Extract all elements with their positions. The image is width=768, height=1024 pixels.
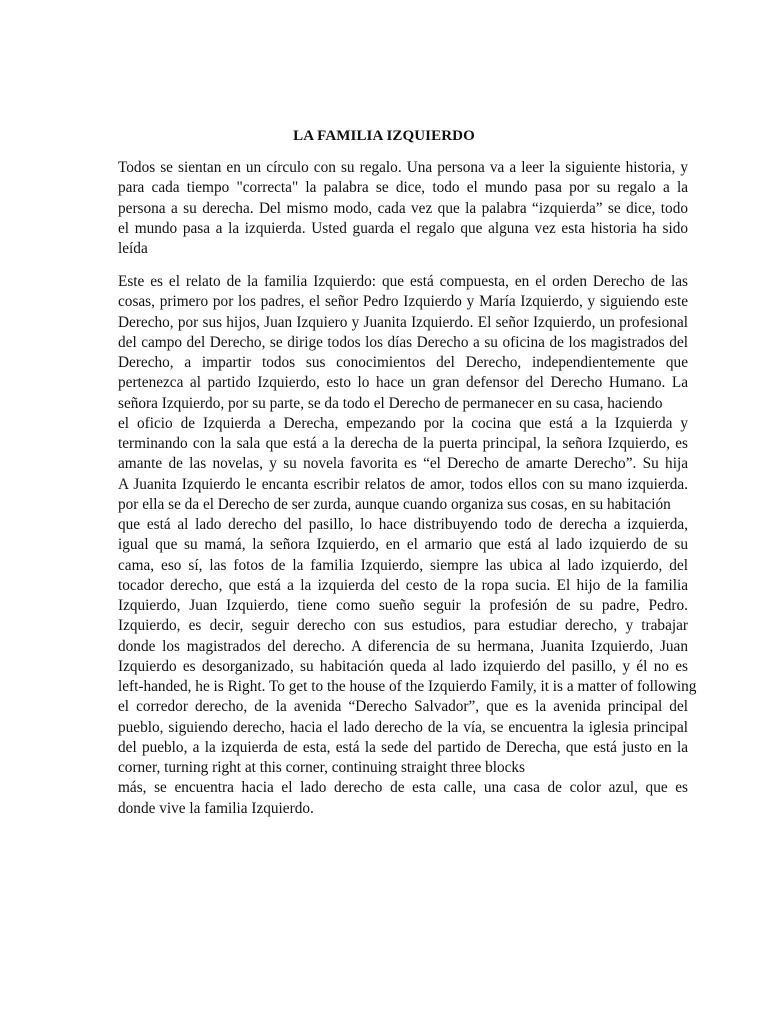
text-line: el mundo pasa a la izquierda. Usted guarda el regalo que alguna vez esta historia ha sido [118,219,688,237]
intro-paragraph [118,158,688,259]
text-line: para cada tiempo "correcta" la palabra se dice, todo el mundo pasa por su regalo a la [118,179,688,197]
text-line: el oficio de Izquierda a Derecha, empezando por la cocina que está a la Izquierda y [118,414,688,432]
text-line: pueblo, siguiendo derecho, hacia el lado derecho de la vía, se encuentra la iglesia principal [118,718,688,736]
text-line: pertenezca al partido Izquierdo, esto lo hace un gran defensor del Derecho Humano. La [118,374,688,392]
text-line: cama, eso sí, las fotos de la familia Izquierdo, siempre las ubica al lado izquierdo, del [118,556,688,574]
text-line: terminando con la sala que está a la derecha de la puerta principal, la señora Izquierdo, es [118,435,688,452]
text-line: A Juanita Izquierdo le encanta escribir relatos de amor, todos ellos con su mano izquierda. [118,475,688,493]
text-line: del pueblo, a la izquierda de esta, está la sede del partido de Derecha, que está justo en la [118,738,688,756]
text-line: Todos se sientan en un círculo con su regalo. Una persona va a leer la siguiente historia, y [118,159,688,176]
text-line: Derecho, por sus hijos, Juan Izquiero y Juanita Izquierdo. El señor Izquierdo, un profesional [118,313,688,331]
text-line: más, se encuentra hacia el lado derecho de esta calle, una casa de color azul, que es [118,779,688,797]
text-line: amante de las novelas, y su novela favorita es “el Derecho de amarte Derecho”. Su hija [118,455,688,473]
text-line: tocador derecho, que está a la izquierda del cesto de la ropa sucia. El hijo de la familia [118,576,688,594]
text-line: Este es el relato de la familia Izquierdo: que está compuesta, en el orden Derecho de las [118,273,688,290]
text-line: señora Izquierdo, por su parte, se da todo el Derecho de permanecer en su casa, haciendo [118,394,663,412]
text-line: por ella se da el Derecho de ser zurda, aunque cuando organiza sus cosas, en su habitación [118,495,671,513]
text-line: que está al lado derecho del pasillo, lo hace distribuyendo todo de derecha a izquierda, [118,516,688,533]
text-line: donde vive la familia Izquierdo. [118,799,314,817]
text-line: donde los magistrados del derecho. A diferencia de su hermana, Juanita Izquierdo, Juan [118,637,688,655]
text-line: el corredor derecho, de la avenida “Derecho Salvador”, que es la avenida principal del [118,698,688,716]
text-line: leída [118,240,148,257]
story-paragraph [118,272,697,819]
text-line: igual que su mamá, la señora Izquierdo, en el armario que está al lado izquierdo de su [118,536,688,554]
text-line: del campo del Derecho, se dirige todos los días Derecho a su oficina de los magistrados del [118,333,688,351]
text-line: corner, turning right at this corner, continuing straight three blocks [118,759,526,776]
text-line: Izquierdo, es decir, seguir derecho con sus estudios, para estudiar derecho, y trabajar [118,617,688,635]
text-line: Izquierdo, Juan Izquierdo, tiene como sueño seguir la profesión de su padre, Pedro. [118,597,688,614]
text-line: persona a su derecha. Del mismo modo, cada vez que la palabra “izquierda” se dice, todo [118,199,688,217]
text-line: Izquierdo es desorganizado, su habitación queda al lado izquierdo del pasillo, y él no es [118,657,688,675]
text-line: Derecho, a impartir todos sus conocimientos del Derecho, independientemente que [118,354,688,371]
text-line: cosas, primero por los padres, el señor Pedro Izquierdo y María Izquierdo, y siguiendo este [118,293,688,311]
document-title: LA FAMILIA IZQUIERDO [293,128,475,144]
text-line: left-handed, he is Right. To get to the house of the Izquierdo Family, it is a matter of following [118,678,697,695]
